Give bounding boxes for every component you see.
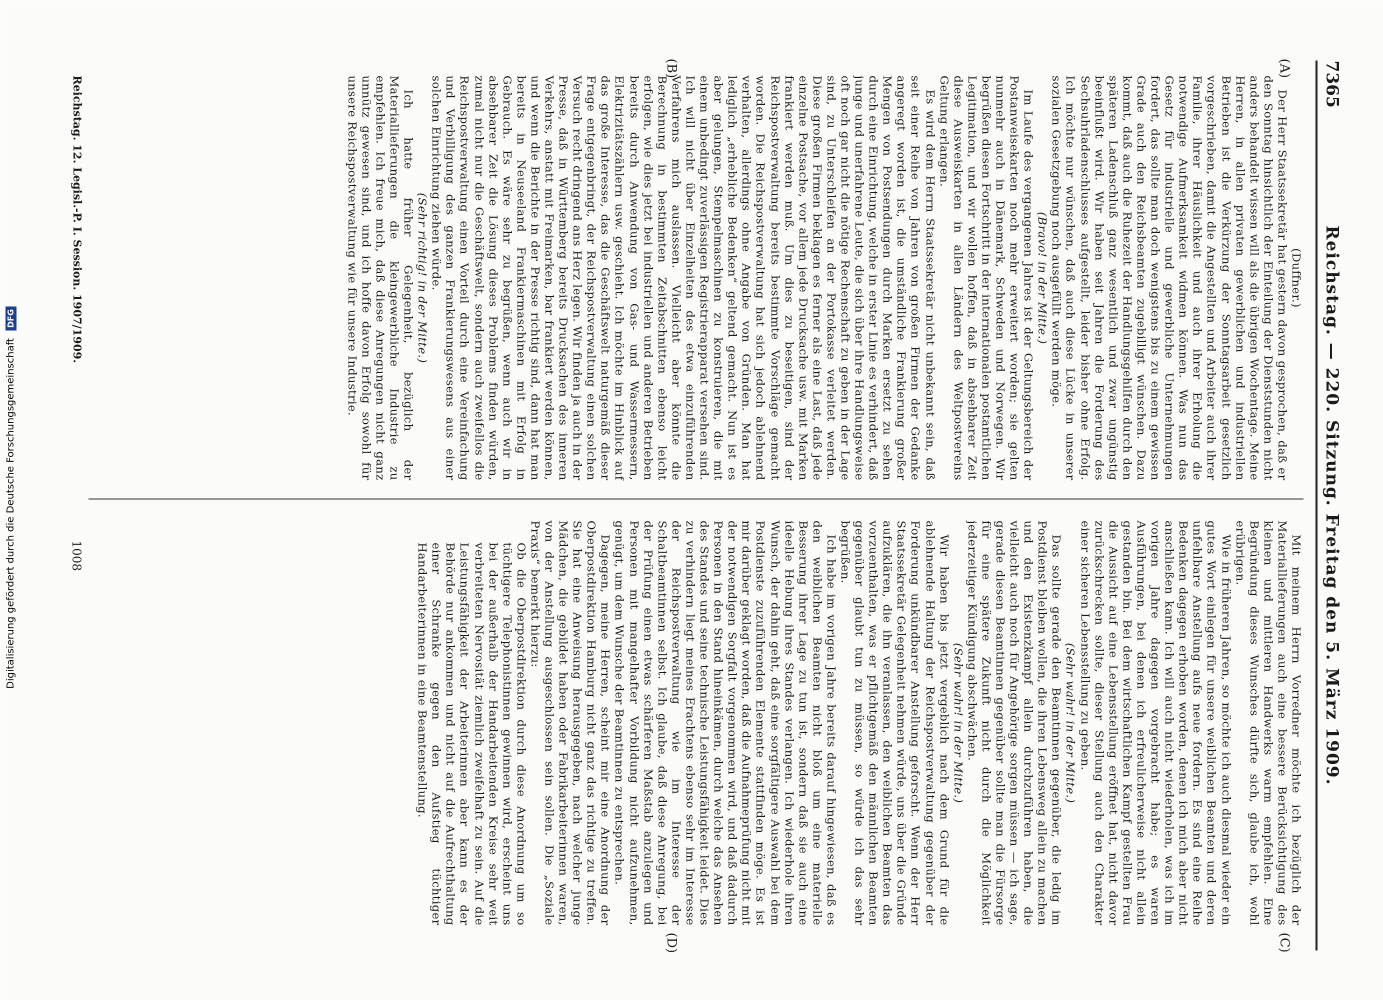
column-divider <box>88 498 1303 499</box>
margin-marker-c: (C) <box>1276 932 1291 953</box>
margin-marker-a: (A) <box>1276 58 1291 78</box>
interjection: (Sehr wahr! in der Mitte.) <box>1063 642 1078 803</box>
paragraph: Der Herr Staatssekretär hat gestern davon gesprochen, daß er den Sonntag hinsichtlich der Einteilung der Dienststunden nicht anders behandelt wissen will als die übrigen Wochentage. Meine Herren, in allen privaten gewerblichen und industriellen Betrieben ist die Verkürzung der Sonntagsarbeit gesetzlich vorgeschrieben, damit die Angestellten und Arbeiter auch ihrer Familie, ihrer Häuslichkeit und auch ihrer Erholung die notwendige Aufmerksamkeit widmen können. Was nun das Gesetz für industrielle und gewerbliche Unternehmungen fordert, das sollte man doch wenigstens bis zu einem gewissen Grade auch den Reichsbeamten zugebilligt wünschen. Dazu kommt, daß auch die Ruhezeit der Handlungsgehilfen durch den späteren Ladenschluß ganz wesentlich und zwar ungünstig beeinflußt wird. Wir haben seit Jahren die Forderung des Sechsuhrladenschlusses aufgestellt, leider bisher ohne Erfolg. Ich möchte nur wünschen, daß auch diese Lücke in unserer sozialen Gesetzgebung noch ausgefüllt werden möge. <box>1049 75 1289 480</box>
interjection: (Sehr wahr! in der Mitte.) <box>950 642 965 803</box>
speaker-name: (Duffner.) <box>1289 247 1303 308</box>
digitization-strip <box>0 0 22 1000</box>
paragraph: Wie in früheren Jahren, so möchte ich auch diesmal wieder ein gutes Wort einlegen für unsere weiblichen Beamten und deren unfehlbare Anstellung aufs neue fordern. Es sind eine Reihe Bedenken dagegen erhoben worden, denen ich mich aber nicht anschließen kann. Ich will auch nicht wiederholen, was ich im vorigen Jahre dagegen vorgebracht habe; es waren Ausführungen, bei denen ich erfreulicherweise nicht allein gestanden bin. Bei dem wirtschaftlichen Kampf gestellten Frau die Aussicht auf eine Lebensstellung eröffnet hat, nicht davor zurückschrecken sollte, dieser Stellung auch den Charakter einer sicheren Lebensstellung zu geben. <box>1077 520 1233 925</box>
margin-marker-d: (D) <box>663 932 678 953</box>
paragraph: Das sollte gerade den Beamtinnen gegenüber, die ledig im Postdienst bleiben wollen, die ihren Lebensweg allein zu machen und den Existenzkampf allein durchzuführen haben, die vielleicht auch noch für Angehörige sorgen müssen — ich sage, gerade diesen Beamtinnen gegenüber sollte man die Fürsorge für eine spätere Zukunft nicht durch die Möglichkeit jederzeitiger Kündigung abschwächen. <box>964 520 1064 925</box>
dfg-logo: DFG <box>6 306 17 331</box>
right-column <box>88 520 1303 925</box>
paragraph: Dagegen, meine Herren, scheint mir eine Anordnung der Oberpostdirektion Hamburg nicht ganz das richtige zu treffen. Sie hat eine Anweisung herausgegeben, nach welcher junge Mädchen, die gebildet haben oder Fabrikarbeiterinnen waren, von der Anstellung ausgeschlossen sein sollen. Die „Soziale Praxis“ bemerkt hierzu: <box>527 520 613 925</box>
paragraph: Ich habe im vorigen Jahre bereits darauf hingewiesen, daß es den weiblichen Beamten nicht bloß um eine materielle Besserung ihrer Lage zu tun ist, sondern daß sie auch eine ideelle Hebung ihres Standes verlangen. Ich wiederhole ihren Wunsch, der dahin geht, daß eine sorgfältigere Auswahl bei dem Postdienste zuzuführenden Elemente stattfinden möge. Es ist mir darüber geklagt worden, daß die Aufnahmeprüfung nicht mit der notwendigen Sorgfalt vorgenommen wird, und daß dadurch Personen in den Stand hineinkämen, durch welche das Ansehen des Standes und seine technische Leistungsfähigkeit leidet. Dies zu verhindern liegt meines Erachtens ebenso sehr im Interesse der Reichspostverwaltung wie im Interesse der Schaltbeamtinnen selbst. Ich glaube, daß diese Anregung, bei der Prüfung einen etwas schärferen Maßstab anzulegen und Personen mit mangelhafter Vorbildung nicht aufzunehmen, genügt, um dem Wunsche der Beamtinnen zu entsprechen. <box>612 520 838 925</box>
interjection: (Sehr richtig! in der Mitte.) <box>415 192 430 363</box>
interjection: (Bravo! in der Mitte.) <box>1035 211 1050 344</box>
page-number: 7365 <box>1321 60 1341 108</box>
digitization-note: Digitalisierung gefördert durch die Deutsche Forschungsgemeinschaft <box>5 338 17 689</box>
page-header <box>1315 60 1345 950</box>
paragraph: Im Laufe des vergangenen Jahres ist der Geltungsbereich der Postanweisekarten noch mehr erweitert worden; sie gelten nunmehr auch in Dänemark, Schweden und Norwegen. Wir begrüßen diesen Fortschritt in der internationalen postamtlichen Legitimation, und wir wollen hoffen, daß in absehbarer Zeit diese Ausweiskarten in allen Ländern des Weltpostvereins Geltung erlangen. <box>936 75 1036 480</box>
source-citation: Reichstag. 12. Legisl.-P. I. Session. 1907/1909. <box>70 75 83 363</box>
block-quote: Ob die Oberpostdirektion durch diese Anordnung um so tüchtigere Telephonistinnen gewinnen wird, erscheint uns bei der außerhalb der Handarbeitenden Kreise sehr weit verbreiteten Nervosität ziemlich zweifelhaft zu sein. Auf die Leistungsfähigkeit der Arbeiterinnen aber kann es der Behörde nur ankommen und nicht auf die Aufrechthaltung einer Schranke gegen den Aufstieg tüchtiger Handarbeiterinnen in eine Beamtenstellung. <box>415 542 528 925</box>
paragraph: Ich hatte früher Gelegenheit, bezüglich der Materiallieferungen die kleingewerbliche Industrie zu empfehlen. Ich freue mich, daß diese Anregungen nicht ganz unnütz gewesen sind, und ich hoffe davon Erfolg sowohl für unsere Reichspostverwaltung wie für unsere Industrie. <box>344 75 416 480</box>
footer-page-number: 1008 <box>69 540 83 571</box>
left-column <box>88 75 1303 480</box>
paragraph: Wir haben bis jetzt vergeblich nach dem Grund für die ablehnende Haltung der Reichspostverwaltung gegenüber der Forderung unkündbarer Anstellung geforscht. Wenn der Herr Staatssekretär Gelegenheit nehmen würde, uns über die Gründe aufzuklären, die ihn veranlassen, den weiblichen Beamten das vorzuenthalten, was er pflichtgemäß den männlichen Beamten gegenüber glaubt tun zu müssen, so würde ich das sehr begrüßen. <box>838 520 951 925</box>
paragraph: Es wird dem Herrn Staatssekretär nicht unbekannt sein, daß seit einer Reihe von Jahren von großen Firmen der Gedanke angeregt worden ist, die umständliche Frankierung großer Mengen von Postsendungen durch Marken ersetzt zu sehen durch eine Einrichtung, welche in erster Linie es verhindert, daß junge und unerfahrene Leute, die sich über ihre Handlungsweise oft noch gar nicht die nötige Rechenschaft zu geben in der Lage sind, zu Unterschleifen an der Portokasse verleitet werden. Diese großen Firmen beklagen es ferner als eine Last, daß jede einzelne Postsache, vor allem jede Drucksache usw. mit Marken frankiert werden muß. Um dies zu beseitigen, sind der Reichspostverwaltung bereits bestimmte Vorschläge gemacht worden. Die Reichspostverwaltung hat sich jedoch ablehnend verhalten, allerdings ohne Angabe von Gründen. Man hat lediglich „erhebliche Bedenken“ geltend gemacht. Nun ist es aber gelungen, Stempelmaschinen zu konstruieren, die mit einem unbedingt zuverlässigen Registrierapparat versehen sind. Ich will nicht über Einzelheiten des etwa einzuführenden Verfahrens mich auslassen. Vielleicht aber könnte die Berechnung in bestimmten Zeitabschnitten ebenso leicht erfolgen, wie dies jetzt bei industriellen und anderen Betrieben bereits durch Anwendung von Gas- und Wassermessern, Elektrizitätszählern usw. geschieht. Ich möchte im Hinblick auf das große Interesse, das die Geschäftswelt naturgemäß dieser Frage entgegenbringt, der Reichspostverwaltung einen solchen Versuch recht dringend ans Herz legen. Wir finden ja auch in der Presse, daß in Württemberg bereits Drucksachen des inneren Verkehrs, anstatt mit Freimarken, bar frankiert werden können, und wenn die Berichte in der Presse richtig sind, dann hat man bereits in Neuseeland Frankiermaschinen mit Erfolg in Gebrauch. Es wäre sehr zu begrüßen, wenn auch wir in absehbarer Zeit die Lösung dieses Problems finden würden, zumal nicht nur die Geschäftswelt, sondern auch zweifellos die Reichspostverwaltung einen Vorteil durch eine Vereinfachung und Verbilligung des ganzen Frankierungswesens aus einer solchen Einrichtung ziehen würde. <box>429 75 937 480</box>
running-title: Reichstag. — 220. Sitzung. Freitag den 5. März 1909. <box>1321 224 1341 786</box>
margin-marker-b: (B) <box>663 58 678 78</box>
paragraph: Mit meinem Herrn Vorredner möchte ich bezüglich der Materiallieferungen auch eine bessere Berücksichtigung des kleinen und mittleren Handwerks warm empfehlen. Eine Begründung dieses Wunsches dürfte sich, glaube ich, wohl erübrigen. <box>1232 520 1303 925</box>
